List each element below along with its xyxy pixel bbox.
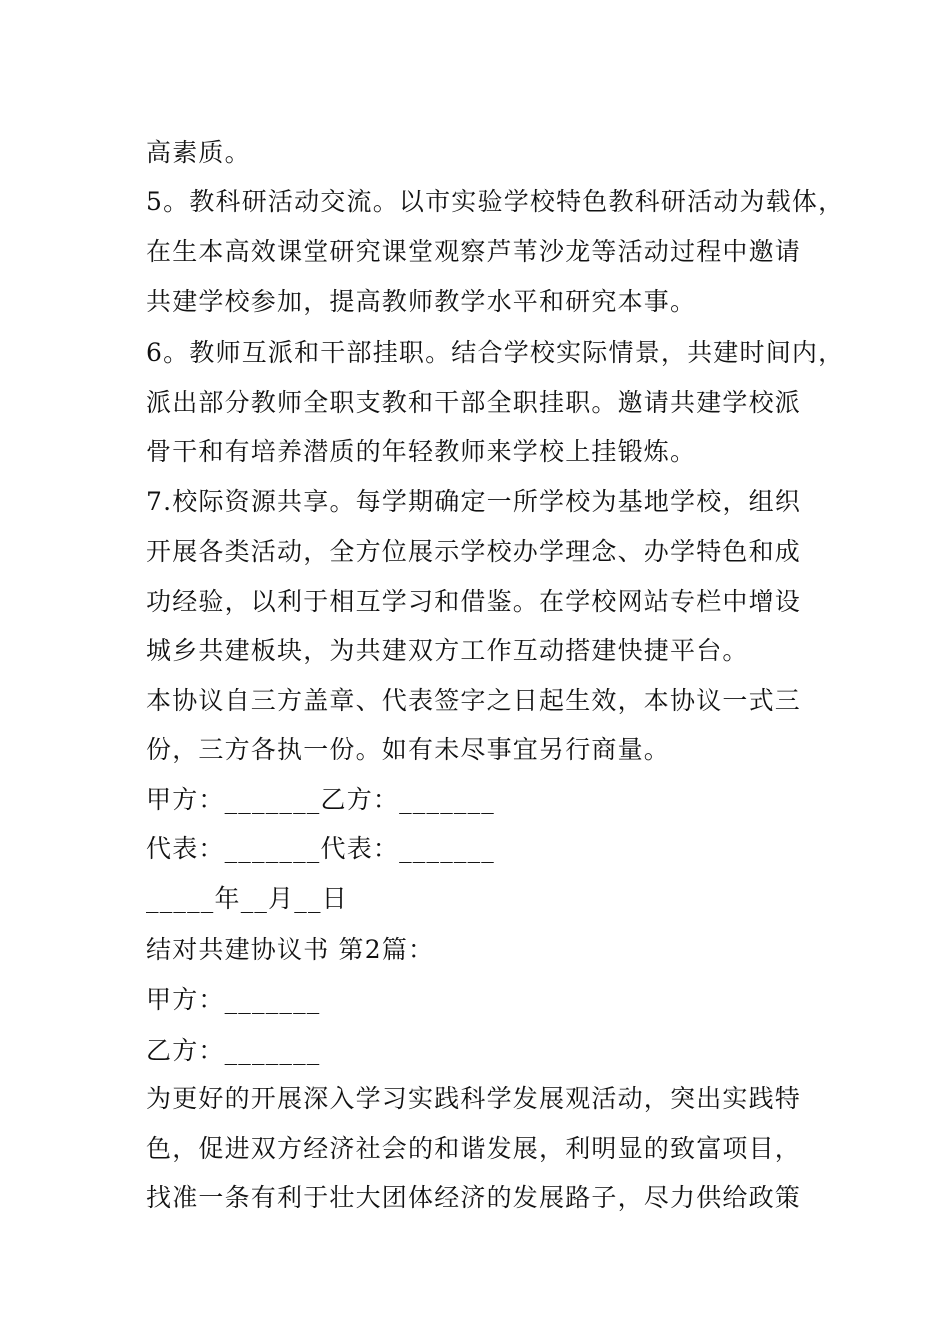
paragraph-line: 开展各类活动，全方位展示学校办学理念、办学特色和成 <box>146 537 802 566</box>
paragraph-line: 为更好的开展深入学习实践科学发展观活动，突出实践特 <box>146 1084 802 1113</box>
paragraph-line: 功经验，以利于相互学习和借鉴。在学校网站专栏中增设 <box>146 587 802 616</box>
paragraph-line: 共建学校参加，提高教师教学水平和研究本事。 <box>146 287 697 316</box>
paragraph-line: 份，三方各执一份。如有未尽事宜另行商量。 <box>146 735 671 764</box>
paragraph-line: 色，促进双方经济社会的和谐发展，利明显的致富项目， <box>146 1134 802 1163</box>
paragraph-line: 本协议自三方盖章、代表签字之日起生效，本协议一式三 <box>146 686 802 715</box>
party-a-line: 甲方：_______ <box>146 985 321 1014</box>
paragraph-line: 城乡共建板块，为共建双方工作互动搭建快捷平台。 <box>146 636 749 665</box>
paragraph-line: 派出部分教师全职支教和干部全职挂职。邀请共建学校派 <box>146 388 802 417</box>
paragraph-line: 在生本高效课堂研究课堂观察芦苇沙龙等活动过程中邀请 <box>146 237 802 266</box>
signature-line-representatives: 代表：_______代表：_______ <box>146 834 496 863</box>
paragraph-line: 骨干和有培养潜质的年轻教师来学校上挂锻炼。 <box>146 437 697 466</box>
paragraph-line: 找准一条有利于壮大团体经济的发展路子，尽力供给政策 <box>146 1183 802 1212</box>
section-heading: 结对共建协议书 第2篇： <box>146 935 435 964</box>
paragraph-line: 高素质。 <box>146 138 251 167</box>
signature-line-parties: 甲方：_______乙方：_______ <box>146 785 496 814</box>
party-b-line: 乙方：_______ <box>146 1036 321 1065</box>
paragraph-line: 6。教师互派和干部挂职。结合学校实际情景，共建时间内， <box>146 338 845 367</box>
paragraph-line: 5。教科研活动交流。以市实验学校特色教科研活动为载体， <box>146 187 845 216</box>
date-line: _____年__月__日 <box>146 884 348 913</box>
paragraph-line: 7.校际资源共享。每学期确定一所学校为基地学校，组织 <box>146 487 802 516</box>
